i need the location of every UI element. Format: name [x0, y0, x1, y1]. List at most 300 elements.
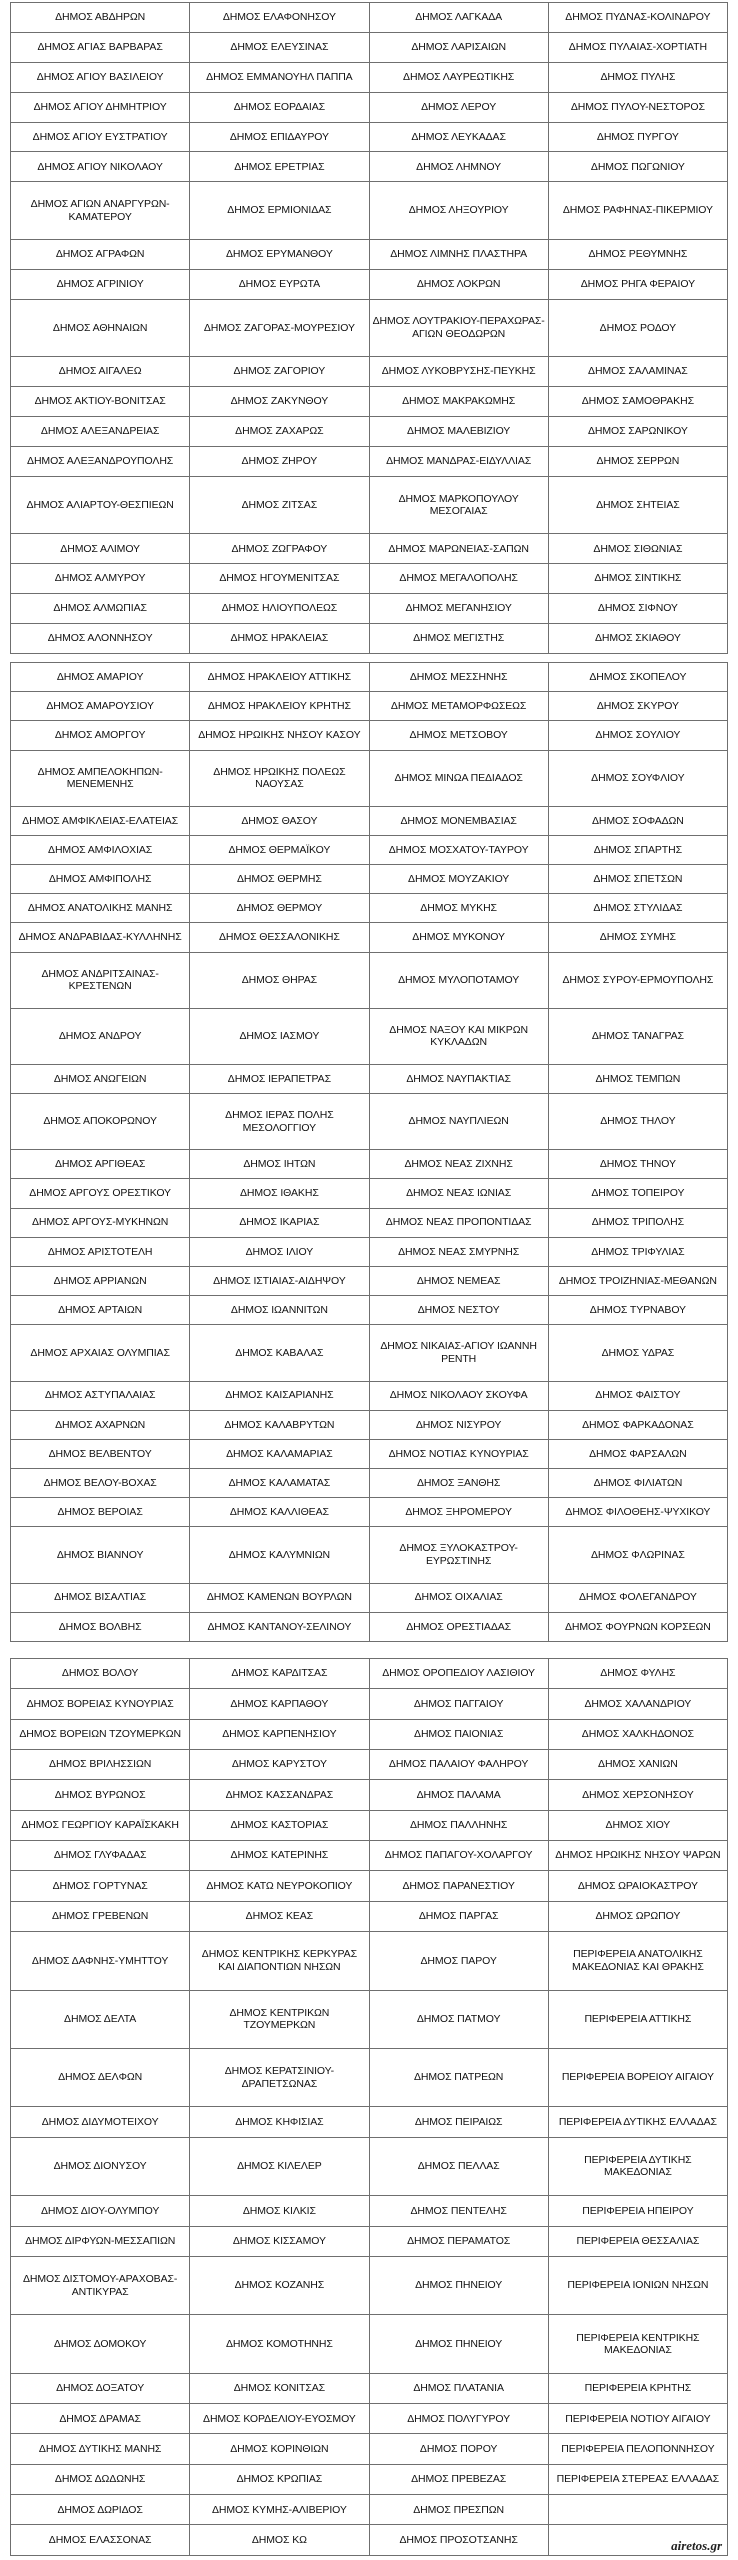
table-row	[11, 865, 728, 894]
table-cell: ΔΗΜΟΣ ΚΑΛΑΜΑΡΙΑΣ	[190, 1439, 369, 1468]
table-cell: ΠΕΡΙΦΕΡΕΙΑ ΗΠΕΙΡΟΥ	[548, 2196, 727, 2226]
table-cell: ΔΗΜΟΣ ΚΕΡΑΤΣΙΝΙΟΥ-ΔΡΑΠΕΤΣΩΝΑΣ	[190, 2048, 369, 2106]
table-cell: ΔΗΜΟΣ ΣΗΤΕΙΑΣ	[548, 476, 727, 534]
table-cell: ΔΗΜΟΣ ΣΕΡΡΩΝ	[548, 446, 727, 476]
table-cell: ΔΗΜΟΣ ΖΩΓΡΑΦΟΥ	[190, 534, 369, 564]
table-cell: ΔΗΜΟΣ ΑΓΙΟΥ ΒΑΣΙΛΕΙΟΥ	[11, 62, 190, 92]
table-cell: ΔΗΜΟΣ ΗΡΩΙΚΗΣ ΠΟΛΕΩΣ ΝΑΟΥΣΑΣ	[190, 750, 369, 806]
table-cell: ΔΗΜΟΣ ΒΟΛΒΗΣ	[11, 1612, 190, 1641]
table-section-3	[10, 1658, 728, 2556]
table-cell: ΔΗΜΟΣ ΟΡΟΠΕΔΙΟΥ ΛΑΣΙΘΙΟΥ	[369, 1659, 548, 1689]
table-cell: ΔΗΜΟΣ ΧΕΡΣΟΝΗΣΟΥ	[548, 1780, 727, 1810]
table-cell: ΔΗΜΟΣ ΔΙΟΝΥΣΟΥ	[11, 2137, 190, 2195]
table-cell: ΠΕΡΙΦΕΡΕΙΑ ΚΡΗΤΗΣ	[548, 2373, 727, 2403]
table-cell: ΔΗΜΟΣ ΩΡΑΙΟΚΑΣΤΡΟΥ	[548, 1871, 727, 1901]
table-cell: ΔΗΜΟΣ ΤΡΙΦΥΛΙΑΣ	[548, 1237, 727, 1266]
table-cell: ΔΗΜΟΣ ΙΛΙΟΥ	[190, 1237, 369, 1266]
table-row	[11, 2256, 728, 2314]
table-cell: ΔΗΜΟΣ ΦΙΛΙΑΤΩΝ	[548, 1469, 727, 1498]
table-cell: ΔΗΜΟΣ ΡΗΓΑ ΦΕΡΑΙΟΥ	[548, 269, 727, 299]
table-row	[11, 182, 728, 240]
table-cell: ΔΗΜΟΣ ΙΚΑΡΙΑΣ	[190, 1208, 369, 1237]
table-cell: ΔΗΜΟΣ ΠΟΛΥΓΥΡΟΥ	[369, 2404, 548, 2434]
table-row	[11, 2137, 728, 2195]
table-row	[11, 1871, 728, 1901]
table-cell: ΔΗΜΟΣ ΜΕΓΑΛΟΠΟΛΗΣ	[369, 564, 548, 594]
table-cell: ΔΗΜΟΣ ΑΓΙΩΝ ΑΝΑΡΓΥΡΩΝ-ΚΑΜΑΤΕΡΟΥ	[11, 182, 190, 240]
table-cell: ΔΗΜΟΣ ΙΗΤΩΝ	[190, 1150, 369, 1179]
table-row	[11, 534, 728, 564]
table-row	[11, 2048, 728, 2106]
municipalities-table	[10, 1658, 728, 2556]
table-cell: ΔΗΜΟΣ ΚΑΤΩ ΝΕΥΡΟΚΟΠΙΟΥ	[190, 1871, 369, 1901]
table-cell: ΔΗΜΟΣ ΣΚΙΑΘΟΥ	[548, 624, 727, 654]
table-cell: ΔΗΜΟΣ ΚΕΝΤΡΙΚΗΣ ΚΕΡΚΥΡΑΣ ΚΑΙ ΔΙΑΠΟΝΤΙΩΝ ΝΗΣΩΝ	[190, 1932, 369, 1990]
table-row	[11, 1064, 728, 1093]
table-cell: ΔΗΜΟΣ ΡΕΘΥΜΝΗΣ	[548, 239, 727, 269]
table-cell: ΔΗΜΟΣ ΚΙΛΚΙΣ	[190, 2196, 369, 2226]
table-cell: ΔΗΜΟΣ ΞΗΡΟΜΕΡΟΥ	[369, 1498, 548, 1527]
table-cell: ΔΗΜΟΣ ΑΛΕΞΑΝΔΡΕΙΑΣ	[11, 417, 190, 447]
table-cell: ΔΗΜΟΣ ΚΑΡΠΕΝΗΣΙΟΥ	[190, 1719, 369, 1749]
table-cell: ΔΗΜΟΣ ΕΜΜΑΝΟΥΗΛ ΠΑΠΠΑ	[190, 62, 369, 92]
table-cell: ΔΗΜΟΣ ΑΛΜΥΡΟΥ	[11, 564, 190, 594]
table-cell: ΔΗΜΟΣ ΜΕΓΑΝΗΣΙΟΥ	[369, 594, 548, 624]
table-cell: ΔΗΜΟΣ ΜΥΚΗΣ	[369, 894, 548, 923]
table-row	[11, 1750, 728, 1780]
table-cell: ΔΗΜΟΣ ΠΑΙΟΝΙΑΣ	[369, 1719, 548, 1749]
table-cell: ΔΗΜΟΣ ΚΟΖΑΝΗΣ	[190, 2256, 369, 2314]
table-row	[11, 1237, 728, 1266]
table-row	[11, 1689, 728, 1719]
table-cell: ΔΗΜΟΣ ΜΙΝΩΑ ΠΕΔΙΑΔΟΣ	[369, 750, 548, 806]
table-cell: ΔΗΜΟΣ ΤΡΟΙΖΗΝΙΑΣ-ΜΕΘΑΝΩΝ	[548, 1266, 727, 1295]
table-cell: ΔΗΜΟΣ ΝΕΑΣ ΠΡΟΠΟΝΤΙΔΑΣ	[369, 1208, 548, 1237]
table-row	[11, 1325, 728, 1381]
table-row	[11, 1932, 728, 1990]
table-cell: ΔΗΜΟΣ ΒΥΡΩΝΟΣ	[11, 1780, 190, 1810]
table-cell: ΔΗΜΟΣ ΘΗΡΑΣ	[190, 952, 369, 1008]
table-row	[11, 446, 728, 476]
table-row	[11, 663, 728, 692]
table-cell: ΔΗΜΟΣ ΚΕΑΣ	[190, 1901, 369, 1931]
table-cell: ΔΗΜΟΣ ΚΑΡΠΑΘΟΥ	[190, 1689, 369, 1719]
table-row	[11, 32, 728, 62]
table-cell: ΠΕΡΙΦΕΡΕΙΑ ΔΥΤΙΚΗΣ ΕΛΛΑΔΑΣ	[548, 2107, 727, 2137]
table-cell: ΔΗΜΟΣ ΒΟΡΕΙΑΣ ΚΥΝΟΥΡΙΑΣ	[11, 1689, 190, 1719]
table-cell: ΔΗΜΟΣ ΜΟΥΖΑΚΙΟΥ	[369, 865, 548, 894]
table-row	[11, 806, 728, 835]
table-cell: ΔΗΜΟΣ ΣΙΦΝΟΥ	[548, 594, 727, 624]
table-cell: ΔΗΜΟΣ ΔΕΛΦΩΝ	[11, 2048, 190, 2106]
table-row	[11, 1150, 728, 1179]
table-cell: ΔΗΜΟΣ ΑΛΕΞΑΝΔΡΟΥΠΟΛΗΣ	[11, 446, 190, 476]
table-cell: ΔΗΜΟΣ ΚΑΙΣΑΡΙΑΝΗΣ	[190, 1381, 369, 1410]
table-cell: ΔΗΜΟΣ ΠΑΓΓΑΙΟΥ	[369, 1689, 548, 1719]
table-cell: ΔΗΜΟΣ ΕΡΥΜΑΝΘΟΥ	[190, 239, 369, 269]
table-row	[11, 624, 728, 654]
table-cell: ΔΗΜΟΣ ΣΟΥΦΛΙΟΥ	[548, 750, 727, 806]
table-row	[11, 2315, 728, 2373]
table-cell: ΔΗΜΟΣ ΤΡΙΠΟΛΗΣ	[548, 1208, 727, 1237]
table-cell: ΔΗΜΟΣ ΜΟΝΕΜΒΑΣΙΑΣ	[369, 806, 548, 835]
table-cell: ΔΗΜΟΣ ΚΡΩΠΙΑΣ	[190, 2464, 369, 2494]
table-row	[11, 3, 728, 33]
table-row	[11, 239, 728, 269]
table-row	[11, 1780, 728, 1810]
table-row	[11, 1469, 728, 1498]
table-row	[11, 1990, 728, 2048]
table-cell: ΔΗΜΟΣ ΠΥΛΟΥ-ΝΕΣΤΟΡΟΣ	[548, 92, 727, 122]
table-row	[11, 1841, 728, 1871]
table-cell: ΔΗΜΟΣ ΝΙΚΟΛΑΟΥ ΣΚΟΥΦΑ	[369, 1381, 548, 1410]
table-cell: ΔΗΜΟΣ ΔΡΑΜΑΣ	[11, 2404, 190, 2434]
table-row	[11, 721, 728, 750]
table-cell: ΔΗΜΟΣ ΠΩΓΩΝΙΟΥ	[548, 152, 727, 182]
table-cell: ΔΗΜΟΣ ΛΙΜΝΗΣ ΠΛΑΣΤΗΡΑ	[369, 239, 548, 269]
table-row	[11, 923, 728, 952]
table-cell: ΔΗΜΟΣ ΜΑΡΚΟΠΟΥΛΟΥ ΜΕΣΟΓΑΙΑΣ	[369, 476, 548, 534]
table-cell: ΔΗΜΟΣ ΑΡΧΑΙΑΣ ΟΛΥΜΠΙΑΣ	[11, 1325, 190, 1381]
table-cell: ΔΗΜΟΣ ΜΑΚΡΑΚΩΜΗΣ	[369, 387, 548, 417]
table-cell: ΔΗΜΟΣ ΑΝΑΤΟΛΙΚΗΣ ΜΑΝΗΣ	[11, 894, 190, 923]
table-cell: ΠΕΡΙΦΕΡΕΙΑ ΒΟΡΕΙΟΥ ΑΙΓΑΙΟΥ	[548, 2048, 727, 2106]
table-cell: ΔΗΜΟΣ ΒΟΡΕΙΩΝ ΤΖΟΥΜΕΡΚΩΝ	[11, 1719, 190, 1749]
table-cell: ΔΗΜΟΣ ΚΑΒΑΛΑΣ	[190, 1325, 369, 1381]
table-cell: ΔΗΜΟΣ ΠΥΡΓΟΥ	[548, 122, 727, 152]
table-row	[11, 2525, 728, 2556]
table-cell: ΔΗΜΟΣ ΑΣΤΥΠΑΛΑΙΑΣ	[11, 1381, 190, 1410]
table-cell: ΔΗΜΟΣ ΠΑΠΑΓΟΥ-ΧΟΛΑΡΓΟΥ	[369, 1841, 548, 1871]
table-cell: ΔΗΜΟΣ ΦΟΥΡΝΩΝ ΚΟΡΣΕΩΝ	[548, 1612, 727, 1641]
table-cell: ΔΗΜΟΣ ΚΑΜΕΝΩΝ ΒΟΥΡΛΩΝ	[190, 1583, 369, 1612]
table-cell: ΔΗΜΟΣ ΑΜΦΙΚΛΕΙΑΣ-ΕΛΑΤΕΙΑΣ	[11, 806, 190, 835]
table-row	[11, 1659, 728, 1689]
table-cell: ΔΗΜΟΣ ΑΜΦΙΠΟΛΗΣ	[11, 865, 190, 894]
table-cell: ΔΗΜΟΣ ΣΥΜΗΣ	[548, 923, 727, 952]
table-row	[11, 122, 728, 152]
table-cell: ΔΗΜΟΣ ΑΜΟΡΓΟΥ	[11, 721, 190, 750]
table-cell: ΔΗΜΟΣ ΑΛΙΜΟΥ	[11, 534, 190, 564]
table-cell: ΔΗΜΟΣ ΠΑΛΛΗΝΗΣ	[369, 1810, 548, 1840]
table-cell: ΔΗΜΟΣ ΦΟΛΕΓΑΝΔΡΟΥ	[548, 1583, 727, 1612]
table-cell: ΔΗΜΟΣ ΕΡΜΙΟΝΙΔΑΣ	[190, 182, 369, 240]
table-cell: ΔΗΜΟΣ ΒΡΙΛΗΣΣΙΩΝ	[11, 1750, 190, 1780]
table-cell: ΔΗΜΟΣ ΑΧΑΡΝΩΝ	[11, 1410, 190, 1439]
table-cell: ΔΗΜΟΣ ΙΣΤΙΑΙΑΣ-ΑΙΔΗΨΟΥ	[190, 1266, 369, 1295]
table-cell: ΔΗΜΟΣ ΦΥΛΗΣ	[548, 1659, 727, 1689]
table-cell: ΔΗΜΟΣ ΧΑΛΚΗΔΟΝΟΣ	[548, 1719, 727, 1749]
table-cell: ΔΗΜΟΣ ΑΡΓΙΘΕΑΣ	[11, 1150, 190, 1179]
table-cell: ΔΗΜΟΣ ΘΑΣΟΥ	[190, 806, 369, 835]
table-cell: ΔΗΜΟΣ ΣΑΜΟΘΡΑΚΗΣ	[548, 387, 727, 417]
table-row	[11, 2495, 728, 2525]
table-cell: ΔΗΜΟΣ ΚΑΤΕΡΙΝΗΣ	[190, 1841, 369, 1871]
table-cell: ΔΗΜΟΣ ΤΕΜΠΩΝ	[548, 1064, 727, 1093]
table-cell: ΔΗΜΟΣ ΝΙΣΥΡΟΥ	[369, 1410, 548, 1439]
table-cell: ΔΗΜΟΣ ΒΕΡΟΙΑΣ	[11, 1498, 190, 1527]
municipalities-table	[10, 662, 728, 1642]
table-cell: ΔΗΜΟΣ ΙΕΡΑΠΕΤΡΑΣ	[190, 1064, 369, 1093]
table-cell: ΔΗΜΟΣ ΝΑΥΠΛΙΕΩΝ	[369, 1094, 548, 1150]
table-row	[11, 1410, 728, 1439]
table-cell: ΠΕΡΙΦΕΡΕΙΑ ΣΤΕΡΕΑΣ ΕΛΛΑΔΑΣ	[548, 2464, 727, 2494]
table-cell: ΔΗΜΟΣ ΑΓΙΟΥ ΔΗΜΗΤΡΙΟΥ	[11, 92, 190, 122]
table-cell: ΠΕΡΙΦΕΡΕΙΑ ΙΟΝΙΩΝ ΝΗΣΩΝ	[548, 2256, 727, 2314]
table-cell: ΔΗΜΟΣ ΕΛΕΥΣΙΝΑΣ	[190, 32, 369, 62]
table-cell	[548, 2495, 727, 2525]
table-cell: ΔΗΜΟΣ ΗΓΟΥΜΕΝΙΤΣΑΣ	[190, 564, 369, 594]
table-cell: ΔΗΜΟΣ ΠΥΛΑΙΑΣ-ΧΟΡΤΙΑΤΗ	[548, 32, 727, 62]
table-row	[11, 1810, 728, 1840]
table-cell: ΔΗΜΟΣ ΑΒΔΗΡΩΝ	[11, 3, 190, 33]
table-cell: ΔΗΜΟΣ ΤΗΛΟΥ	[548, 1094, 727, 1150]
table-cell: ΔΗΜΟΣ ΟΡΕΣΤΙΑΔΑΣ	[369, 1612, 548, 1641]
table-cell: ΔΗΜΟΣ ΔΙΟΥ-ΟΛΥΜΠΟΥ	[11, 2196, 190, 2226]
table-cell: ΔΗΜΟΣ ΒΙΣΑΛΤΙΑΣ	[11, 1583, 190, 1612]
table-row	[11, 1901, 728, 1931]
table-row	[11, 1296, 728, 1325]
table-cell: ΔΗΜΟΣ ΜΕΓΙΣΤΗΣ	[369, 624, 548, 654]
table-cell: ΔΗΜΟΣ ΑΡΓΟΥΣ-ΜΥΚΗΝΩΝ	[11, 1208, 190, 1237]
table-cell: ΔΗΜΟΣ ΧΑΝΙΩΝ	[548, 1750, 727, 1780]
table-cell: ΔΗΜΟΣ ΑΜΠΕΛΟΚΗΠΩΝ-ΜΕΝΕΜΕΝΗΣ	[11, 750, 190, 806]
table-cell: ΠΕΡΙΦΕΡΕΙΑ ΑΝΑΤΟΛΙΚΗΣ ΜΑΚΕΔΟΝΙΑΣ ΚΑΙ ΘΡΑΚΗΣ	[548, 1932, 727, 1990]
table-cell: ΠΕΡΙΦΕΡΕΙΑ ΚΕΝΤΡΙΚΗΣ ΜΑΚΕΔΟΝΙΑΣ	[548, 2315, 727, 2373]
table-cell: ΔΗΜΟΣ ΜΑΛΕΒΙΖΙΟΥ	[369, 417, 548, 447]
table-cell: ΔΗΜΟΣ ΚΑΛΑΜΑΤΑΣ	[190, 1469, 369, 1498]
table-cell: ΔΗΜΟΣ ΔΑΦΝΗΣ-ΥΜΗΤΤΟΥ	[11, 1932, 190, 1990]
table-cell: ΔΗΜΟΣ ΠΕΛΛΑΣ	[369, 2137, 548, 2195]
table-cell: ΔΗΜΟΣ ΛΗΜΝΟΥ	[369, 152, 548, 182]
table-cell: ΔΗΜΟΣ ΒΙΑΝΝΟΥ	[11, 1527, 190, 1583]
table-cell: ΔΗΜΟΣ ΘΕΡΜΟΥ	[190, 894, 369, 923]
table-cell: ΔΗΜΟΣ ΧΑΛΑΝΔΡΙΟΥ	[548, 1689, 727, 1719]
table-cell: ΔΗΜΟΣ ΖΑΧΑΡΩΣ	[190, 417, 369, 447]
table-cell: ΔΗΜΟΣ ΞΑΝΘΗΣ	[369, 1469, 548, 1498]
table-row	[11, 2226, 728, 2256]
table-row	[11, 1179, 728, 1208]
table-cell: ΔΗΜΟΣ ΤΥΡΝΑΒΟΥ	[548, 1296, 727, 1325]
table-cell: ΔΗΜΟΣ ΜΥΛΟΠΟΤΑΜΟΥ	[369, 952, 548, 1008]
table-cell: ΔΗΜΟΣ ΚΟΝΙΤΣΑΣ	[190, 2373, 369, 2403]
table-cell: ΔΗΜΟΣ ΜΑΡΩΝΕΙΑΣ-ΣΑΠΩΝ	[369, 534, 548, 564]
table-cell: ΔΗΜΟΣ ΑΡΡΙΑΝΩΝ	[11, 1266, 190, 1295]
table-row	[11, 1719, 728, 1749]
table-cell: ΔΗΜΟΣ ΑΛΜΩΠΙΑΣ	[11, 594, 190, 624]
table-cell: ΔΗΜΟΣ ΓΛΥΦΑΔΑΣ	[11, 1841, 190, 1871]
table-cell: ΔΗΜΟΣ ΑΡΤΑΙΩΝ	[11, 1296, 190, 1325]
table-row	[11, 299, 728, 357]
table-cell: ΔΗΜΟΣ ΑΓΡΙΝΙΟΥ	[11, 269, 190, 299]
table-cell: ΔΗΜΟΣ ΠΗΝΕΙΟΥ	[369, 2315, 548, 2373]
table-row	[11, 357, 728, 387]
table-cell: ΔΗΜΟΣ ΠΑΤΜΟΥ	[369, 1990, 548, 2048]
table-cell: ΔΗΜΟΣ ΚΑΛΑΒΡΥΤΩΝ	[190, 1410, 369, 1439]
table-cell: ΔΗΜΟΣ ΔΙΡΦΥΩΝ-ΜΕΣΣΑΠΙΩΝ	[11, 2226, 190, 2256]
table-cell: ΔΗΜΟΣ ΛΟΚΡΩΝ	[369, 269, 548, 299]
table-cell: ΠΕΡΙΦΕΡΕΙΑ ΘΕΣΣΑΛΙΑΣ	[548, 2226, 727, 2256]
table-cell: ΔΗΜΟΣ ΝΕΜΕΑΣ	[369, 1266, 548, 1295]
table-row	[11, 1527, 728, 1583]
table-cell: ΔΗΜΟΣ ΣΚΥΡΟΥ	[548, 692, 727, 721]
table-cell: ΔΗΜΟΣ ΚΑΛΛΙΘΕΑΣ	[190, 1498, 369, 1527]
table-cell: ΠΕΡΙΦΕΡΕΙΑ ΝΟΤΙΟΥ ΑΙΓΑΙΟΥ	[548, 2404, 727, 2434]
table-cell: ΔΗΜΟΣ ΦΛΩΡΙΝΑΣ	[548, 1527, 727, 1583]
table-cell: ΔΗΜΟΣ ΚΑΡΥΣΤΟΥ	[190, 1750, 369, 1780]
table-cell: ΔΗΜΟΣ ΠΛΑΤΑΝΙΑ	[369, 2373, 548, 2403]
table-cell: ΔΗΜΟΣ ΘΕΡΜΑΪΚΟΥ	[190, 835, 369, 864]
watermark: airetos.gr	[671, 2538, 722, 2553]
table-section-2	[10, 662, 728, 1642]
table-cell: ΔΗΜΟΣ ΣΠΑΡΤΗΣ	[548, 835, 727, 864]
table-cell: ΔΗΜΟΣ ΚΗΦΙΣΙΑΣ	[190, 2107, 369, 2137]
table-cell: ΔΗΜΟΣ ΙΑΣΜΟΥ	[190, 1008, 369, 1064]
table-cell: ΔΗΜΟΣ ΑΓΙΑΣ ΒΑΡΒΑΡΑΣ	[11, 32, 190, 62]
table-cell: ΔΗΜΟΣ ΠΑΡΟΥ	[369, 1932, 548, 1990]
table-cell: ΔΗΜΟΣ ΝΟΤΙΑΣ ΚΥΝΟΥΡΙΑΣ	[369, 1439, 548, 1468]
table-cell: ΔΗΜΟΣ ΔΩΡΙΔΟΣ	[11, 2495, 190, 2525]
table-cell: ΔΗΜΟΣ ΥΔΡΑΣ	[548, 1325, 727, 1381]
table-row	[11, 387, 728, 417]
table-cell: ΔΗΜΟΣ ΑΜΑΡΙΟΥ	[11, 663, 190, 692]
table-cell: ΔΗΜΟΣ ΣΠΕΤΣΩΝ	[548, 865, 727, 894]
table-cell: ΔΗΜΟΣ ΕΡΕΤΡΙΑΣ	[190, 152, 369, 182]
table-cell: ΔΗΜΟΣ ΠΑΛΑΙΟΥ ΦΑΛΗΡΟΥ	[369, 1750, 548, 1780]
table-cell: ΔΗΜΟΣ ΕΥΡΩΤΑ	[190, 269, 369, 299]
table-cell: ΔΗΜΟΣ ΗΡΩΙΚΗΣ ΝΗΣΟΥ ΨΑΡΩΝ	[548, 1841, 727, 1871]
table-cell: ΔΗΜΟΣ ΣΑΡΩΝΙΚΟΥ	[548, 417, 727, 447]
table-cell: ΔΗΜΟΣ ΑΡΙΣΤΟΤΕΛΗ	[11, 1237, 190, 1266]
table-cell: ΔΗΜΟΣ ΖΙΤΣΑΣ	[190, 476, 369, 534]
table-cell: ΔΗΜΟΣ ΣΚΟΠΕΛΟΥ	[548, 663, 727, 692]
table-cell: ΔΗΜΟΣ ΦΑΙΣΤΟΥ	[548, 1381, 727, 1410]
table-cell: ΔΗΜΟΣ ΚΙΣΣΑΜΟΥ	[190, 2226, 369, 2256]
table-cell: ΔΗΜΟΣ ΠΑΤΡΕΩΝ	[369, 2048, 548, 2106]
table-cell: ΔΗΜΟΣ ΚΟΡΔΕΛΙΟΥ-ΕΥΟΣΜΟΥ	[190, 2404, 369, 2434]
table-cell: ΔΗΜΟΣ ΣΙΘΩΝΙΑΣ	[548, 534, 727, 564]
table-cell: ΔΗΜΟΣ ΝΕΑΣ ΖΙΧΝΗΣ	[369, 1150, 548, 1179]
table-row	[11, 1439, 728, 1468]
table-cell: ΔΗΜΟΣ ΙΕΡΑΣ ΠΟΛΗΣ ΜΕΣΟΛΟΓΓΙΟΥ	[190, 1094, 369, 1150]
municipalities-table	[10, 2, 728, 654]
table-cell: ΔΗΜΟΣ ΑΜΦΙΛΟΧΙΑΣ	[11, 835, 190, 864]
table-row	[11, 692, 728, 721]
table-cell: ΠΕΡΙΦΕΡΕΙΑ ΑΤΤΙΚΗΣ	[548, 1990, 727, 2048]
table-cell: ΔΗΜΟΣ ΦΙΛΟΘΕΗΣ-ΨΥΧΙΚΟΥ	[548, 1498, 727, 1527]
table-cell: ΔΗΜΟΣ ΠΑΛΑΜΑ	[369, 1780, 548, 1810]
table-cell: ΔΗΜΟΣ ΦΑΡΚΑΔΟΝΑΣ	[548, 1410, 727, 1439]
table-cell: ΔΗΜΟΣ ΒΕΛΒΕΝΤΟΥ	[11, 1439, 190, 1468]
table-cell: ΔΗΜΟΣ ΣΤΥΛΙΔΑΣ	[548, 894, 727, 923]
table-cell: ΔΗΜΟΣ ΜΕΤΑΜΟΡΦΩΣΕΩΣ	[369, 692, 548, 721]
table-cell: ΔΗΜΟΣ ΛΑΡΙΣΑΙΩΝ	[369, 32, 548, 62]
table-cell: ΔΗΜΟΣ ΑΝΔΡΙΤΣΑΙΝΑΣ-ΚΡΕΣΤΕΝΩΝ	[11, 952, 190, 1008]
table-cell: ΔΗΜΟΣ ΚΟΡΙΝΘΙΩΝ	[190, 2434, 369, 2464]
table-cell: ΔΗΜΟΣ ΙΘΑΚΗΣ	[190, 1179, 369, 1208]
table-row	[11, 476, 728, 534]
table-cell: ΔΗΜΟΣ ΣΥΡΟΥ-ΕΡΜΟΥΠΟΛΗΣ	[548, 952, 727, 1008]
table-cell: ΔΗΜΟΣ ΠΑΡΓΑΣ	[369, 1901, 548, 1931]
table-cell: ΔΗΜΟΣ ΑΙΓΑΛΕΩ	[11, 357, 190, 387]
table-cell: ΔΗΜΟΣ ΑΠΟΚΟΡΩΝΟΥ	[11, 1094, 190, 1150]
table-row	[11, 1208, 728, 1237]
table-cell: ΔΗΜΟΣ ΑΝΩΓΕΙΩΝ	[11, 1064, 190, 1093]
table-cell: ΔΗΜΟΣ ΑΚΤΙΟΥ-ΒΟΝΙΤΣΑΣ	[11, 387, 190, 417]
table-cell: ΔΗΜΟΣ ΔΕΛΤΑ	[11, 1990, 190, 2048]
table-cell: ΔΗΜΟΣ ΑΓΡΑΦΩΝ	[11, 239, 190, 269]
table-cell: ΔΗΜΟΣ ΚΑΣΣΑΝΔΡΑΣ	[190, 1780, 369, 1810]
table-cell: ΔΗΜΟΣ ΔΟΞΑΤΟΥ	[11, 2373, 190, 2403]
table-cell: ΔΗΜΟΣ ΔΟΜΟΚΟΥ	[11, 2315, 190, 2373]
table-cell: ΔΗΜΟΣ ΕΟΡΔΑΙΑΣ	[190, 92, 369, 122]
table-cell: ΔΗΜΟΣ ΚΑΝΤΑΝΟΥ-ΣΕΛΙΝΟΥ	[190, 1612, 369, 1641]
table-row	[11, 417, 728, 447]
table-cell: ΔΗΜΟΣ ΖΑΓΟΡΑΣ-ΜΟΥΡΕΣΙΟΥ	[190, 299, 369, 357]
table-cell: ΔΗΜΟΣ ΠΕΡΑΜΑΤΟΣ	[369, 2226, 548, 2256]
table-cell: ΠΕΡΙΦΕΡΕΙΑ ΠΕΛΟΠΟΝΝΗΣΟΥ	[548, 2434, 727, 2464]
table-cell: ΔΗΜΟΣ ΗΡΩΙΚΗΣ ΝΗΣΟΥ ΚΑΣΟΥ	[190, 721, 369, 750]
table-cell: ΔΗΜΟΣ ΚΙΛΕΛΕΡ	[190, 2137, 369, 2195]
table-cell: ΔΗΜΟΣ ΕΛΑΣΣΟΝΑΣ	[11, 2525, 190, 2556]
table-cell: ΔΗΜΟΣ ΡΑΦΗΝΑΣ-ΠΙΚΕΡΜΙΟΥ	[548, 182, 727, 240]
table-cell: ΔΗΜΟΣ ΔΙΔΥΜΟΤΕΙΧΟΥ	[11, 2107, 190, 2137]
table-row	[11, 1612, 728, 1641]
table-row	[11, 835, 728, 864]
table-cell: ΔΗΜΟΣ ΛΥΚΟΒΡΥΣΗΣ-ΠΕΥΚΗΣ	[369, 357, 548, 387]
table-cell: ΔΗΜΟΣ ΑΝΔΡΟΥ	[11, 1008, 190, 1064]
table-cell: ΔΗΜΟΣ ΘΕΣΣΑΛΟΝΙΚΗΣ	[190, 923, 369, 952]
table-cell: ΔΗΜΟΣ ΑΛΙΑΡΤΟΥ-ΘΕΣΠΙΕΩΝ	[11, 476, 190, 534]
table-cell: ΔΗΜΟΣ ΝΕΑΣ ΣΜΥΡΝΗΣ	[369, 1237, 548, 1266]
table-row	[11, 62, 728, 92]
table-cell: ΔΗΜΟΣ ΛΗΞΟΥΡΙΟΥ	[369, 182, 548, 240]
table-row	[11, 1094, 728, 1150]
table-cell: ΔΗΜΟΣ ΠΥΔΝΑΣ-ΚΟΛΙΝΔΡΟΥ	[548, 3, 727, 33]
table-cell: ΔΗΜΟΣ ΤΑΝΑΓΡΑΣ	[548, 1008, 727, 1064]
table-cell: ΔΗΜΟΣ ΝΕΑΣ ΙΩΝΙΑΣ	[369, 1179, 548, 1208]
table-cell: ΔΗΜΟΣ ΛΑΓΚΑΔΑ	[369, 3, 548, 33]
table-cell: ΔΗΜΟΣ ΔΩΔΩΝΗΣ	[11, 2464, 190, 2494]
table-cell: ΔΗΜΟΣ ΖΑΓΟΡΙΟΥ	[190, 357, 369, 387]
table-row	[11, 952, 728, 1008]
table-cell: ΔΗΜΟΣ ΝΙΚΑΙΑΣ-ΑΓΙΟΥ ΙΩΑΝΝΗ ΡΕΝΤΗ	[369, 1325, 548, 1381]
table-cell: ΔΗΜΟΣ ΡΟΔΟΥ	[548, 299, 727, 357]
table-cell: ΔΗΜΟΣ ΜΟΣΧΑΤΟΥ-ΤΑΥΡΟΥ	[369, 835, 548, 864]
table-row	[11, 2464, 728, 2494]
table-cell: ΔΗΜΟΣ ΑΡΓΟΥΣ ΟΡΕΣΤΙΚΟΥ	[11, 1179, 190, 1208]
table-cell: ΔΗΜΟΣ ΩΡΩΠΟΥ	[548, 1901, 727, 1931]
table-cell: ΔΗΜΟΣ ΗΛΙΟΥΠΟΛΕΩΣ	[190, 594, 369, 624]
table-cell: ΔΗΜΟΣ ΑΓΙΟΥ ΝΙΚΟΛΑΟΥ	[11, 152, 190, 182]
table-cell: ΔΗΜΟΣ ΕΛΑΦΟΝΗΣΟΥ	[190, 3, 369, 33]
table-cell: ΔΗΜΟΣ ΒΟΛΟΥ	[11, 1659, 190, 1689]
table-row	[11, 564, 728, 594]
table-row	[11, 269, 728, 299]
table-row	[11, 1008, 728, 1064]
table-cell: ΔΗΜΟΣ ΚΕΝΤΡΙΚΩΝ ΤΖΟΥΜΕΡΚΩΝ	[190, 1990, 369, 2048]
table-cell: ΔΗΜΟΣ ΚΟΜΟΤΗΝΗΣ	[190, 2315, 369, 2373]
table-cell: ΔΗΜΟΣ ΑΜΑΡΟΥΣΙΟΥ	[11, 692, 190, 721]
table-cell: ΔΗΜΟΣ ΠΗΝΕΙΟΥ	[369, 2256, 548, 2314]
table-cell: ΔΗΜΟΣ ΙΩΑΝΝΙΤΩΝ	[190, 1296, 369, 1325]
table-cell: ΔΗΜΟΣ ΠΥΛΗΣ	[548, 62, 727, 92]
table-row	[11, 1381, 728, 1410]
table-cell: ΔΗΜΟΣ ΝΕΣΤΟΥ	[369, 1296, 548, 1325]
table-cell: ΔΗΜΟΣ ΚΩ	[190, 2525, 369, 2556]
table-cell: ΔΗΜΟΣ ΗΡΑΚΛΕΙΟΥ ΑΤΤΙΚΗΣ	[190, 663, 369, 692]
table-row	[11, 92, 728, 122]
